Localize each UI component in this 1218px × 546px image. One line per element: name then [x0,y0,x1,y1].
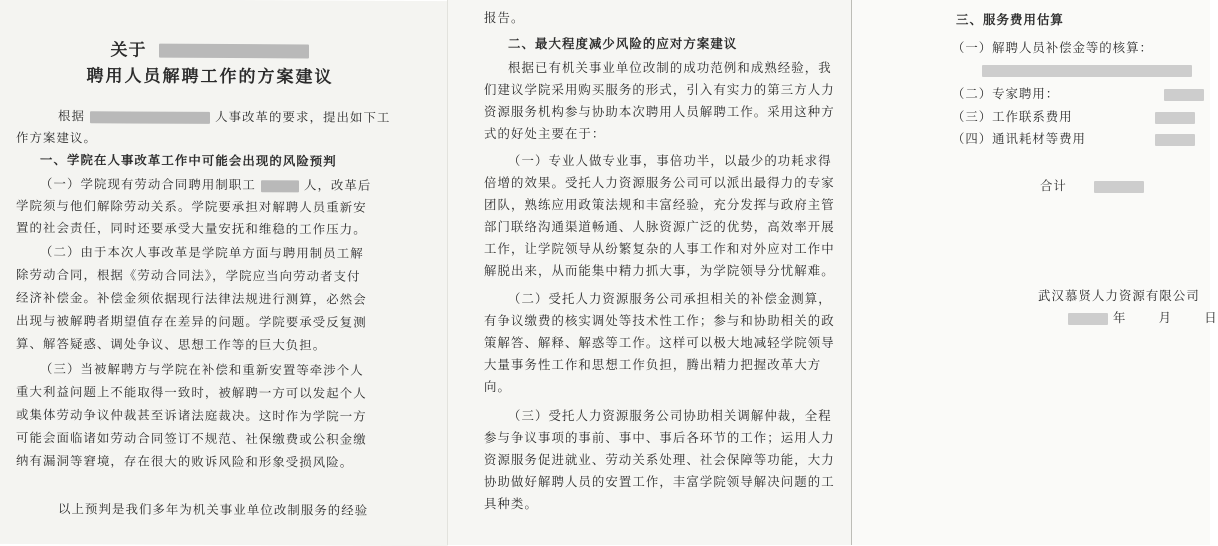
plan-intro-line-2: 们建议学院采用购买服务的形式，引入有实力的第三方人力 [484,82,835,97]
benefit-3-line-2: 参与争议事项的事前、事中、事后各环节的工作；运用人力 [484,430,835,445]
benefit-3-line-4: 协助做好解聘人员的安置工作，丰富学院领导解决问题的工 [484,474,835,489]
fee-total [1040,176,1144,194]
company-signature: 武汉慕贤人力资源有限公司 [1038,288,1200,303]
risk-2-line-5: 算、解答疑惑、调处争议、思想工作等的巨大负担。 [16,335,327,353]
section-3-heading: 三、服务费用估算 [956,12,1064,27]
page-1 [0,0,448,546]
risk-1-line-2: 学院须与他们解除劳动关系。学院要承担对解聘人员重新安 [16,197,367,215]
redacted-year [1068,313,1108,325]
benefit-2-line-2: 有争议缴费的核实调处等技术性工作；参与和协助相关的政 [484,313,835,328]
plan-intro-line-3: 资源服务机构参与协助本次聘用人员解聘工作。采用这种方 [484,104,835,119]
redacted-amount [1155,134,1195,146]
risk-2-line-4: 出现与被解聘者期望值存在差异的问题。学院要承受反复测 [16,312,367,330]
risk-1-text-b: 人，改革后 [303,177,372,193]
risk-3-line-3: 或集体劳动争议仲裁甚至诉诸法庭裁决。这时作为学院一方 [16,406,367,424]
risk-3-line-2: 重大利益问题上不能取得一致时，被解聘一方可以发起个人 [16,383,367,401]
risk-2-line-1: （二）由于本次人事改革是学院单方面与聘用制员工解 [40,244,364,261]
risk-1-line-3: 置的社会责任，同时还要承受大量安抚和维稳的工作压力。 [16,219,367,237]
page-2 [448,0,852,545]
section-1-heading: 一、学院在人事改革工作中可能会出现的风险预判 [40,152,337,169]
redacted-amount [1164,89,1204,101]
risk-3-line-1: （三）当被解聘方与学院在补偿和重新安置等牵涉个人 [40,361,364,378]
benefit-2-line-5: 向。 [484,379,511,394]
closing-line: 以上预判是我们多年为机关事业单位改制服务的经验 [58,501,369,518]
date-month-label: 月 [1158,310,1173,325]
benefit-2-line-4: 大量事务性工作和思想工作负担，腾出精力把握改革大方 [484,357,822,372]
benefit-1-line-3: 团队，熟练应用政策法规和丰富经验，充分发挥与政府主管 [484,197,835,212]
fee-item-expert-label: （二）专家聘用： [952,86,1060,101]
benefit-1-line-4: 部门联络沟通渠道畅通、人脉资源广泛的优势，高效率开展 [484,219,835,234]
document-title-line-1 [0,35,420,62]
benefit-1-line-5: 工作，让学院领导从纷繁复杂的人事工作和对外应对工作中 [484,241,835,256]
fee-item-supplies [952,129,1195,147]
document-title: 聘用人员解聘工作的方案建议 [86,66,334,88]
fee-item-supplies-label: （四）通讯耗材等费用 [952,131,1086,146]
redacted-number [261,180,299,192]
redacted-institution-name [159,44,309,59]
plan-intro-line-1: 根据已有机关事业单位改制的成功范例和成熟经验，我 [508,60,832,75]
benefit-1-line-6: 解脱出来，从而能集中精力抓大事，为学院领导分忧解难。 [484,263,835,278]
page-3 [852,0,1218,545]
fee-item-compensation [952,38,1153,56]
benefit-1-line-1: （一）专业人做专业事，事倍功半，以最少的功耗求得 [508,153,832,168]
fee-item-compensation-label: （一）解聘人员补偿金等的核算： [952,40,1153,55]
benefit-1-line-2: 倍增的效果。受托人力资源服务公司可以派出最得力的专家 [484,175,835,190]
intro-lead: 根据 [58,108,85,124]
risk-2-line-3: 经济补偿金。补偿金须依据现行法律法规进行测算，必然会 [16,289,367,307]
redacted-amount [1094,181,1144,193]
risk-2-line-2: 除劳动合同，根据《劳动合同法》，学院应当向劳动者支付 [16,266,361,284]
intro-line-2: 作方案建议。 [16,129,97,146]
title-prefix: 关于 [110,40,147,61]
redacted-amount [1155,112,1195,124]
intro-rest: 人事改革的要求，提出如下工 [215,108,391,125]
fee-item-expert [952,84,1204,102]
fee-item-compensation-value [982,62,1192,77]
benefit-2-line-3: 策解答、解释、解惑等工作。这样可以极大地减轻学院领导 [484,335,835,350]
risk-1-line-1 [40,176,371,194]
date-day-label: 日 [1204,310,1218,325]
risk-1-text-a: （一）学院现有劳动合同聘用制职工 [40,176,256,193]
continued-fragment: 报告。 [484,10,525,25]
benefit-2-line-1: （二）受托人力资源服务公司承担相关的补偿金测算， [508,291,832,306]
benefit-3-line-3: 资源服务促进就业、劳动关系处理、社会保障等功能，大力 [484,452,835,467]
fee-total-label: 合计 [1040,178,1067,193]
risk-3-line-5: 纳有漏洞等窘境，存在很大的败诉风险和形象受损风险。 [16,452,354,470]
fee-item-liaison [952,107,1195,125]
benefit-3-line-1: （三）受托人力资源服务公司协助相关调解仲裁，全程 [508,408,832,423]
plan-intro-line-4: 式的好处主要在于： [484,126,606,141]
redacted-amount [982,65,1192,77]
benefit-3-line-5: 具种类。 [484,496,538,511]
signature-date [1068,310,1218,326]
redacted-text [90,111,210,124]
section-2-heading: 二、最大程度减少风险的应对方案建议 [508,36,738,51]
intro-line-1 [58,108,390,126]
date-year-label: 年 [1113,310,1127,325]
fee-item-liaison-label: （三）工作联系费用 [952,109,1073,124]
risk-3-line-4: 可能会面临诸如劳动合同签订不规范、社保缴费或公积金缴 [16,429,367,447]
